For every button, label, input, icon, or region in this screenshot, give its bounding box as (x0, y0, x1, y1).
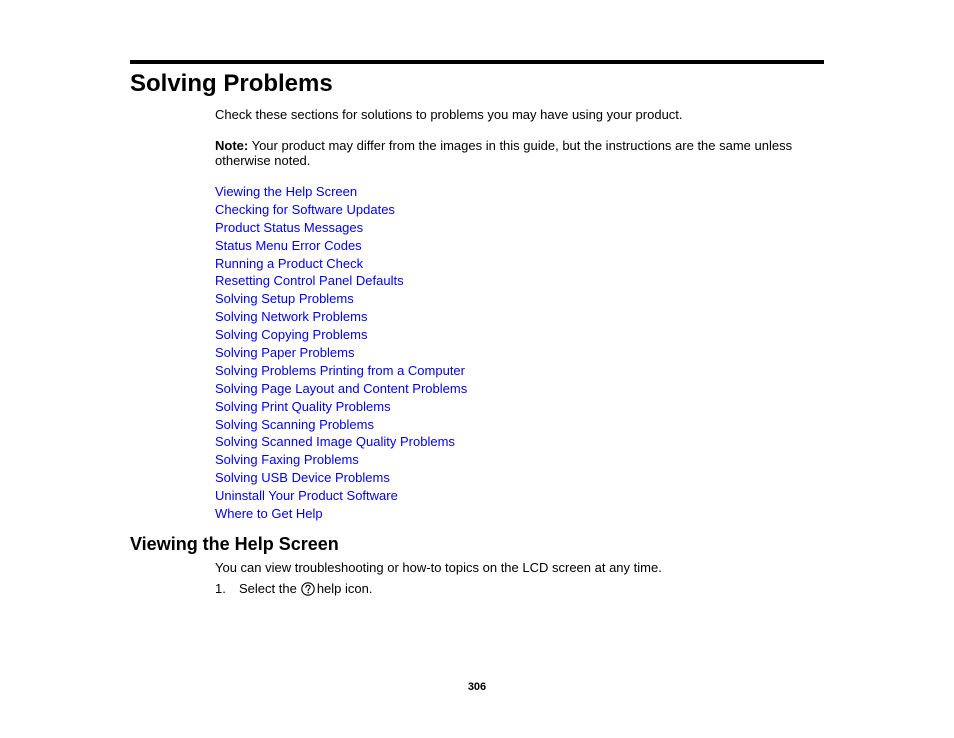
toc-link-scanning-problems[interactable]: Solving Scanning Problems (215, 416, 374, 432)
toc-link-running-product-check[interactable]: Running a Product Check (215, 255, 364, 271)
intro-text: Check these sections for solutions to problems you may have using your product. (215, 107, 683, 122)
toc-item (215, 469, 467, 487)
toc-item (215, 398, 467, 416)
toc-item (215, 237, 467, 255)
toc-item (215, 255, 467, 273)
page-number: 306 (467, 681, 487, 693)
help-icon (301, 582, 315, 596)
toc-link-resetting-control-panel[interactable]: Resetting Control Panel Defaults (215, 273, 404, 289)
toc-link-checking-software-updates[interactable]: Checking for Software Updates (215, 201, 395, 217)
toc-link-usb-device-problems[interactable]: Solving USB Device Problems (215, 470, 390, 486)
toc-item (215, 308, 467, 326)
toc-link-page-layout-content[interactable]: Solving Page Layout and Content Problems (215, 380, 468, 396)
step-1 (215, 581, 372, 597)
toc-link-scanned-image-quality[interactable]: Solving Scanned Image Quality Problems (215, 434, 455, 450)
toc-item (215, 362, 467, 380)
toc-item (215, 272, 467, 290)
section-intro: You can view troubleshooting or how-to topics on the LCD screen at any time. (215, 560, 662, 575)
section-title: Viewing the Help Screen (130, 534, 339, 554)
toc-link-faxing-problems[interactable]: Solving Faxing Problems (215, 452, 359, 468)
top-rule (130, 60, 824, 64)
toc-link-viewing-help-screen[interactable]: Viewing the Help Screen (215, 184, 358, 199)
toc-item (215, 326, 467, 344)
toc-link-print-quality[interactable]: Solving Print Quality Problems (215, 398, 391, 414)
page-title: Solving Problems (130, 70, 333, 97)
toc-item (215, 451, 467, 469)
toc-item (215, 290, 467, 308)
toc-item (215, 487, 467, 505)
toc-list (215, 183, 467, 523)
toc-link-paper-problems[interactable]: Solving Paper Problems (215, 345, 355, 361)
toc-item (215, 344, 467, 362)
note-text: Your product may differ from the images in this guide, but the instructions are the same unless otherwise noted. (215, 138, 793, 168)
toc-item (215, 433, 467, 451)
toc-link-copying-problems[interactable]: Solving Copying Problems (215, 327, 368, 343)
toc-link-uninstall-software[interactable]: Uninstall Your Product Software (215, 488, 398, 504)
note-paragraph (215, 138, 815, 168)
toc-link-status-menu-error-codes[interactable]: Status Menu Error Codes (215, 237, 362, 253)
toc-item (215, 380, 467, 398)
toc-item (215, 416, 467, 434)
note-label: Note: (215, 138, 249, 153)
toc-link-product-status-messages[interactable]: Product Status Messages (215, 219, 364, 235)
toc-item (215, 505, 467, 523)
toc-item (215, 201, 467, 219)
toc-item (215, 219, 467, 237)
step-text-before: Select the (239, 581, 297, 596)
toc-link-printing-from-computer[interactable]: Solving Problems Printing from a Computer (215, 362, 465, 378)
toc-link-setup-problems[interactable]: Solving Setup Problems (215, 291, 354, 307)
toc-item (215, 183, 467, 201)
step-number: 1. (215, 581, 226, 596)
step-text-after: help icon. (316, 581, 373, 596)
toc-link-where-to-get-help[interactable]: Where to Get Help (215, 506, 323, 522)
toc-link-network-problems[interactable]: Solving Network Problems (215, 309, 368, 325)
